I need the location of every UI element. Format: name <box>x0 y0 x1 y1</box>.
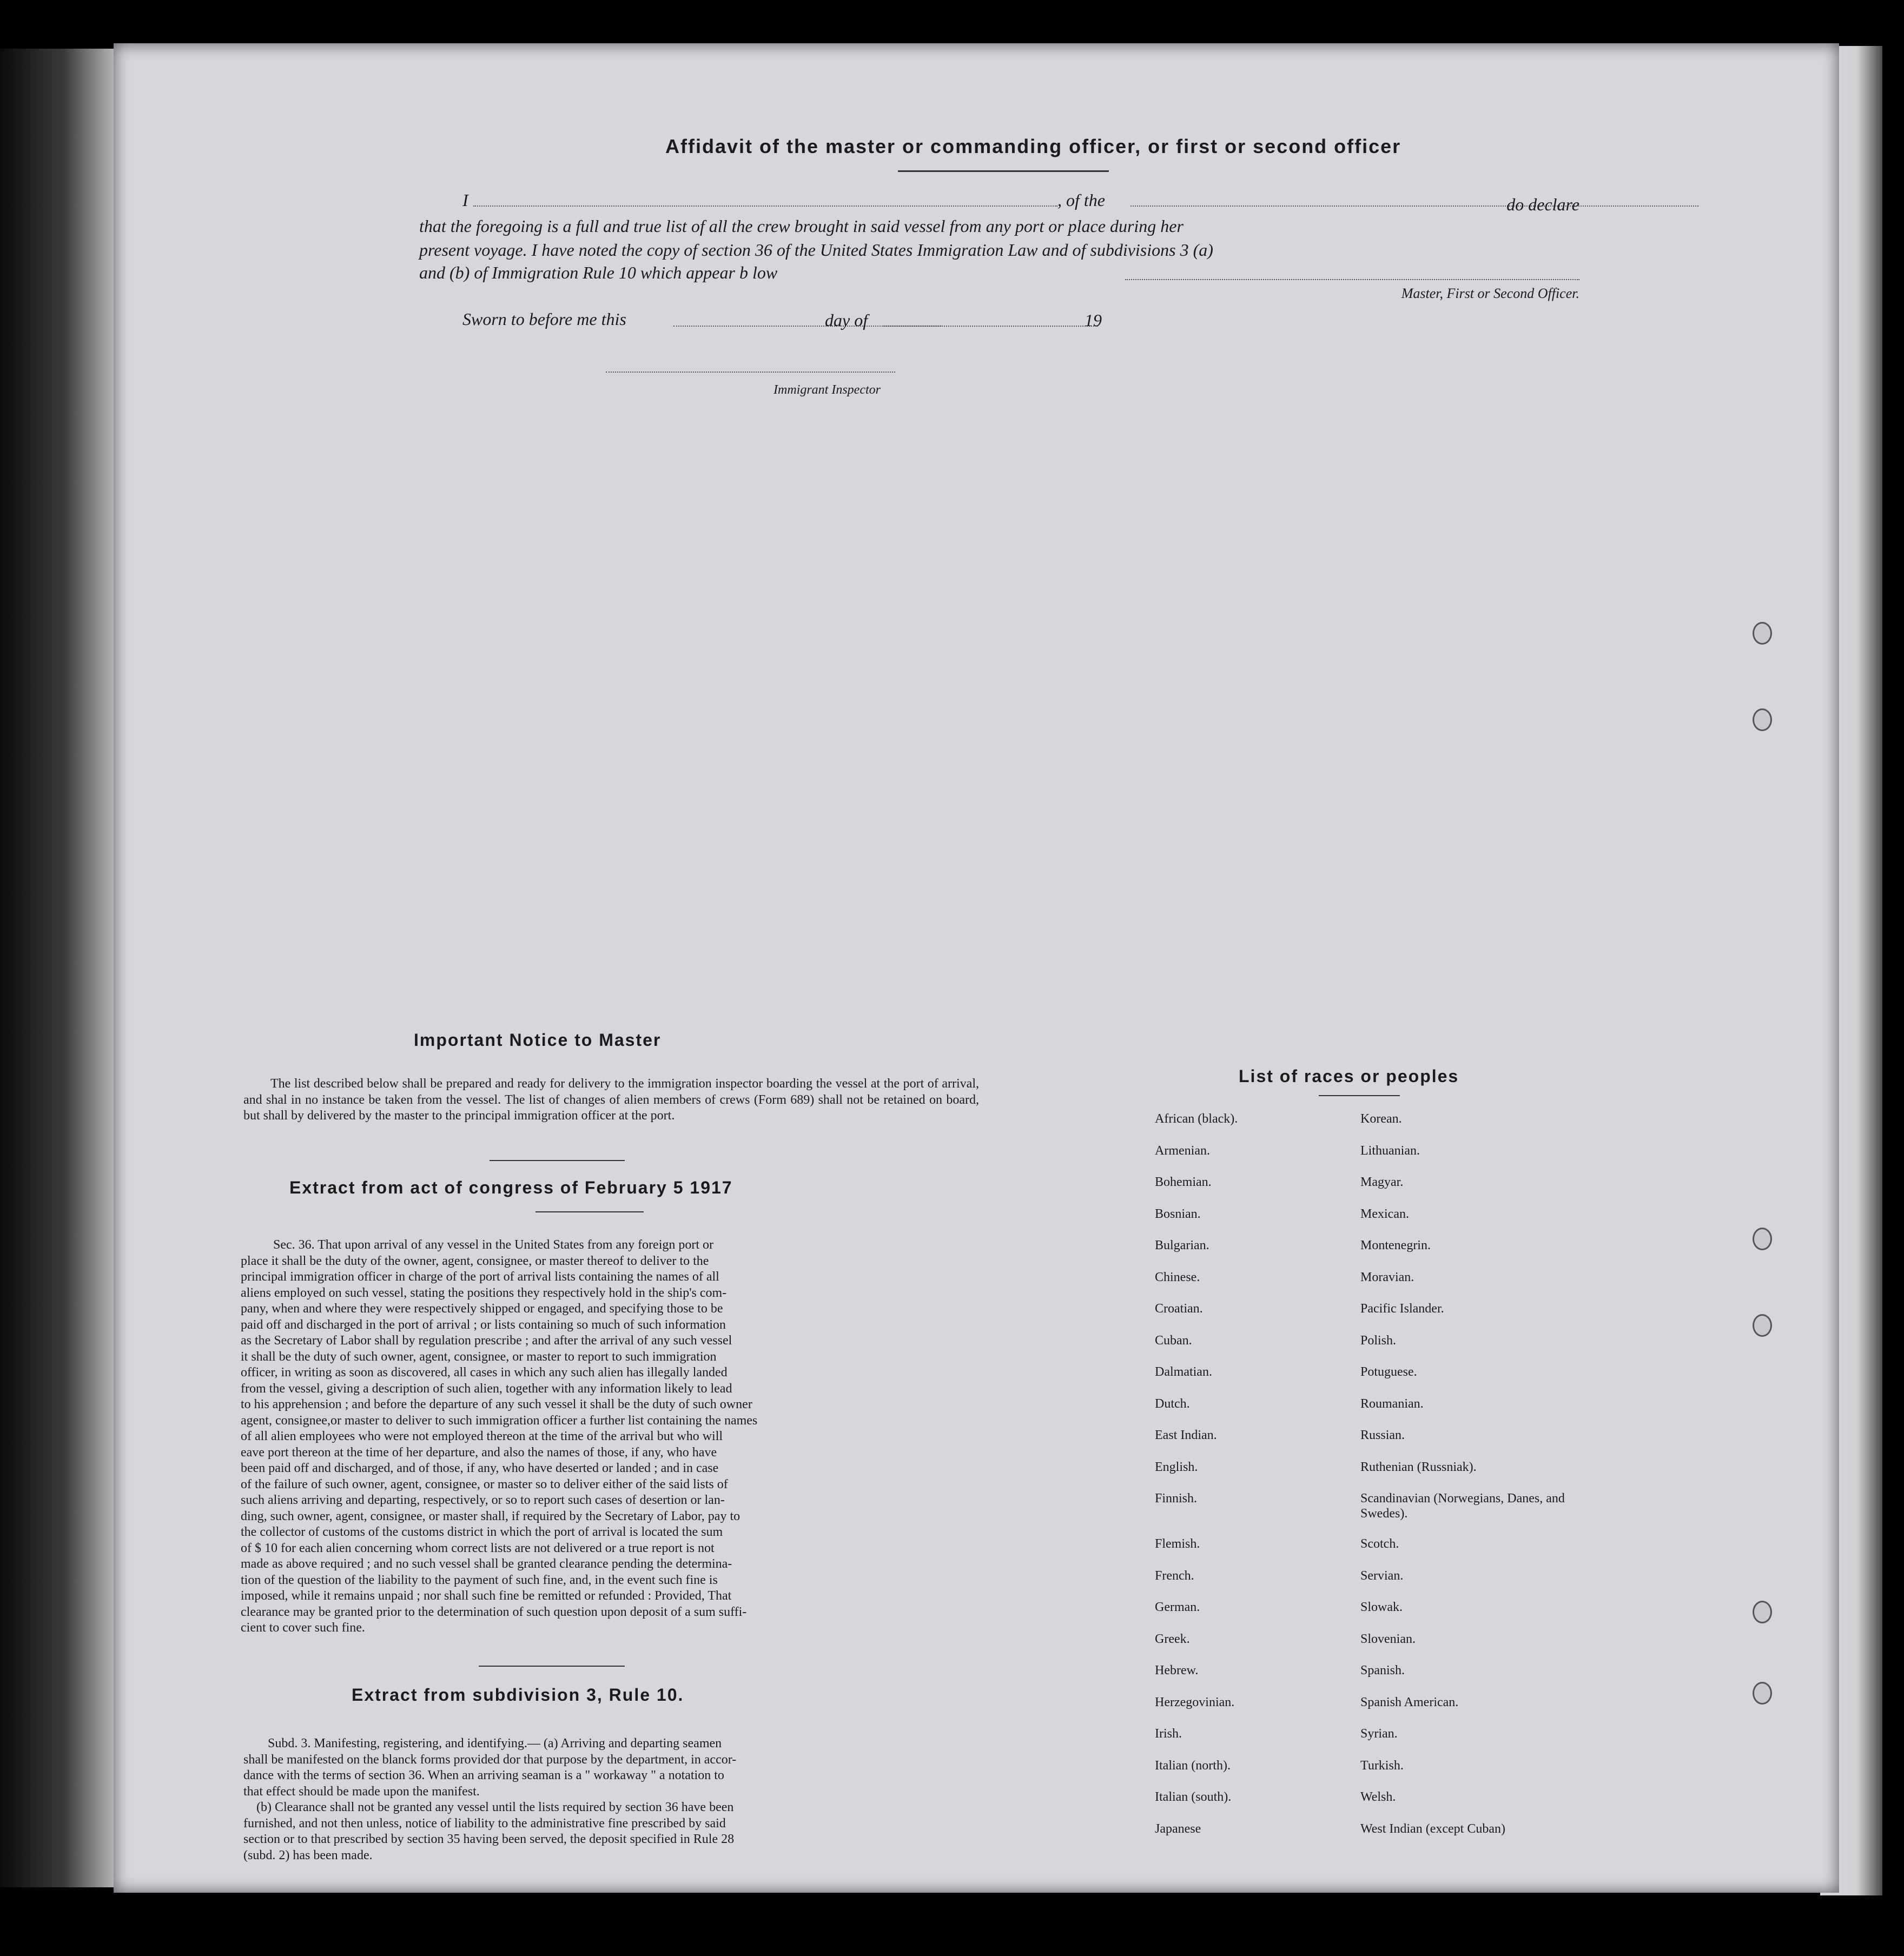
race-item: Finnish. <box>1155 1491 1198 1506</box>
race-item: Syrian. <box>1360 1727 1398 1741</box>
act-line: to his apprehension ; and before the departure of any such vessel it shall be the duty of such owner <box>241 1397 752 1411</box>
race-item: Slowak. <box>1360 1600 1403 1614</box>
race-item: Scotch. <box>1360 1537 1399 1551</box>
rule <box>479 1666 625 1667</box>
race-item: Bulgarian. <box>1155 1238 1209 1252</box>
affidavit-line: and (b) of Immigration Rule 10 which appear b low <box>419 263 778 282</box>
rule <box>490 1160 625 1161</box>
act-line: as the Secretary of Labor shall by regulation prescribe ; and after the arrival of any such vessel <box>241 1334 732 1348</box>
binder-hole <box>1753 1682 1772 1705</box>
rule <box>536 1211 644 1212</box>
act-line: place it shall be the duty of the owner, agent, consignee, or master thereof to deliver to the <box>241 1254 709 1268</box>
binder-hole <box>1753 1228 1772 1250</box>
rule-line: furnished, and not then unless, notice of liability to the administrative fine prescribed by said <box>243 1816 726 1831</box>
document-page <box>114 43 1839 1893</box>
race-item: Welsh. <box>1360 1790 1396 1804</box>
master-caption: Master, First or Second Officer. <box>1401 286 1579 301</box>
act-extract-body <box>241 1237 990 1636</box>
act-line: Sec. 36. That upon arrival of any vessel in the United States from any foreign port or <box>273 1238 714 1252</box>
act-line: eave port thereon at the time of her departure, and also the names of those, if any, who have <box>241 1445 717 1460</box>
master-signature-line <box>1125 279 1579 280</box>
notice-title: Important Notice to Master <box>414 1030 662 1050</box>
race-item: Greek. <box>1155 1632 1190 1646</box>
inspector-caption: Immigrant Inspector <box>774 383 881 397</box>
title-underline <box>898 170 1109 172</box>
race-item: Japanese <box>1155 1821 1201 1836</box>
race-item: Armenian. <box>1155 1143 1210 1158</box>
race-item: Pacific Islander. <box>1360 1302 1444 1316</box>
race-item: Bohemian. <box>1155 1175 1212 1189</box>
race-item: Scandinavian (Norwegians, Danes, and Swedes). <box>1360 1491 1565 1521</box>
races-left-column <box>1155 1111 1350 1853</box>
act-line: pany, when and where they were respectively shipped or engaged, and specifying those to be <box>241 1302 723 1316</box>
rule-extract-body <box>243 1736 979 1864</box>
rule-line: Subd. 3. Manifesting, registering, and identifying.— (a) Arriving and departing seamen <box>268 1736 722 1751</box>
act-line: it shall be the duty of such owner, agent, consignee, or master to report to such immigration <box>241 1349 717 1364</box>
race-item: Cuban. <box>1155 1333 1192 1348</box>
race-item: African (black). <box>1155 1112 1238 1126</box>
binder-hole <box>1753 1601 1772 1623</box>
inspector-signature-line <box>606 372 895 373</box>
race-item: Ruthenian (Russniak). <box>1360 1460 1477 1474</box>
race-item: Hebrew. <box>1155 1663 1199 1677</box>
act-extract-title: Extract from act of congress of February 5 1917 <box>289 1178 733 1197</box>
race-item: Irish. <box>1155 1727 1182 1741</box>
race-item: German. <box>1155 1600 1200 1614</box>
race-item: Lithuanian. <box>1360 1143 1420 1158</box>
act-line: ding, such owner, agent, consignee, or master shall, if required by the Secretary of Labor, pay to <box>241 1509 741 1523</box>
rule-line: (b) Clearance shall not be granted any vessel until the lists required by section 36 have been <box>243 1800 734 1814</box>
rule-extract-title: Extract from subdivision 3, Rule 10. <box>352 1685 684 1705</box>
rule <box>1319 1095 1400 1096</box>
act-line: officer, in writing as soon as discovered, all cases in which any such alien has illegally landed <box>241 1365 728 1380</box>
race-item: English. <box>1155 1460 1198 1474</box>
race-item: Chinese. <box>1155 1270 1200 1284</box>
rule-line: shall be manifested on the blanck forms provided dor that purpose by the department, in accor- <box>243 1752 737 1767</box>
race-item: Italian (north). <box>1155 1758 1231 1773</box>
act-line: of the failure of such owner, agent, consignee, or master so to deliver either of the said lists of <box>241 1477 728 1491</box>
race-item: Dalmatian. <box>1155 1365 1212 1379</box>
affidavit-line: that the foregoing is a full and true list of all the crew brought in said vessel from any port or place during her <box>419 216 1184 236</box>
year-text: 19 <box>1085 310 1102 330</box>
race-item: Montenegrin. <box>1360 1238 1431 1252</box>
act-line: made as above required ; and no such vessel shall be granted clearance pending the determina- <box>241 1557 732 1571</box>
affidavit-line: present voyage. I have noted the copy of section 36 of the United States Immigration Law and of subdivisions 3 (a) <box>419 240 1213 260</box>
sworn-text: Sworn to before me this <box>462 309 626 329</box>
race-item: Slovenian. <box>1360 1632 1416 1646</box>
race-item: Spanish American. <box>1360 1695 1459 1709</box>
affidavit-i: I <box>462 190 468 210</box>
binder-hole <box>1753 1314 1772 1337</box>
act-line: been paid off and discharged, and of those, if any, who have deserted or landed ; and in case <box>241 1461 719 1475</box>
races-title: List of races or peoples <box>1239 1066 1459 1086</box>
race-item: Dutch. <box>1155 1396 1190 1411</box>
race-item: Herzegovinian. <box>1155 1695 1235 1709</box>
adjacent-page-left-edge <box>0 49 116 1887</box>
act-line: aliens employed on such vessel, stating the positions they respectively hold in the ship's com- <box>241 1285 727 1300</box>
race-item: Croatian. <box>1155 1302 1203 1316</box>
race-item: Korean. <box>1360 1112 1402 1126</box>
race-item: Moravian. <box>1360 1270 1414 1284</box>
act-line: imposed, while it remains unpaid ; nor shall such fine be remitted or refunded : Provided, That <box>241 1589 732 1603</box>
act-line: from the vessel, giving a description of such alien, together with any information likely to lead <box>241 1381 732 1396</box>
race-item: Roumanian. <box>1360 1396 1424 1411</box>
race-item: Mexican. <box>1360 1206 1409 1221</box>
race-item: Servian. <box>1360 1568 1404 1583</box>
act-line: cient to cover such fine. <box>241 1621 365 1635</box>
act-line: of $ 10 for each alien concerning whom correct lists are not delivered or a true report is not <box>241 1541 715 1555</box>
act-line: such aliens arriving and departing, respectively, or so to report such cases of desertion or lan- <box>241 1493 725 1507</box>
race-item: Magyar. <box>1360 1175 1404 1189</box>
race-item: Italian (south). <box>1155 1790 1232 1804</box>
binder-hole <box>1753 622 1772 645</box>
act-line: clearance may be granted prior to the determination of such question upon deposit of a sum suffi- <box>241 1604 747 1619</box>
race-item: Potuguese. <box>1360 1365 1417 1379</box>
binder-hole <box>1753 708 1772 731</box>
race-item: Turkish. <box>1360 1758 1404 1773</box>
race-item: Bosnian. <box>1155 1206 1201 1221</box>
act-line: agent, consignee,or master to deliver to such immigration officer a further list containing the names <box>241 1413 758 1428</box>
act-line: of all alien employees who were not employed thereon at the time of the arrival but who will <box>241 1429 723 1443</box>
affidavit-declare: do declare <box>1506 195 1579 214</box>
race-item: Spanish. <box>1360 1663 1405 1677</box>
act-line: the collector of customs of the customs district in which the port of arrival is located the sum <box>241 1525 723 1539</box>
rule-line: that effect should be made upon the manifest. <box>243 1784 480 1799</box>
rule-line: section or to that prescribed by section 35 having been served, the deposit specified in Rule 28 <box>243 1832 735 1846</box>
month-field <box>882 326 1098 327</box>
race-item: Polish. <box>1360 1333 1397 1348</box>
race-item: East Indian. <box>1155 1428 1217 1442</box>
race-item: West Indian (except Cuban) <box>1360 1821 1505 1836</box>
notice-text: The list described below shall be prepared and ready for delivery to the immigration inspector boarding the vessel at the port of arrival, and shal in no instance be taken from the vessel. The list of changes of alien members of crews (Form 689) shall not be retained on board, but shall by delivered by the master to the principal immigration officer at the port. <box>243 1077 979 1123</box>
race-item: Flemish. <box>1155 1537 1200 1551</box>
rule-line: (subd. 2) has been made. <box>243 1848 373 1862</box>
act-line: principal immigration officer in charge of the port of arrival lists containing the names of all <box>241 1270 719 1284</box>
race-item: French. <box>1155 1568 1194 1583</box>
affidavit-title: Affidavit of the master or commanding officer, or first or second officer <box>665 135 1401 157</box>
affidavit-of-the: , of the <box>1057 190 1105 210</box>
name-field <box>473 205 1057 207</box>
act-line: tion of the question of the liability to the payment of such fine, and, in the event such fine is <box>241 1573 718 1587</box>
races-right-column <box>1360 1111 1577 1853</box>
day-of-text: day of <box>825 310 868 330</box>
race-item: Russian. <box>1360 1428 1405 1442</box>
rule-line: dance with the terms of section 36. When an arriving seaman is a " workaway " a notation to <box>243 1768 724 1782</box>
act-line: paid off and discharged in the port of arrival ; or lists containing so much of such information <box>241 1317 726 1332</box>
